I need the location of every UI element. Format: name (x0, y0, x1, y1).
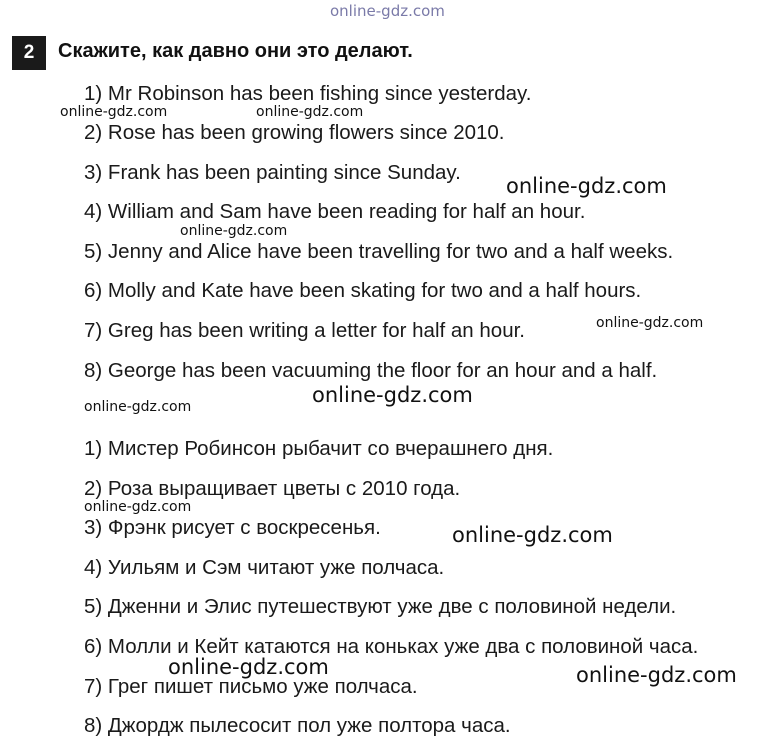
watermark: online-gdz.com (506, 174, 667, 198)
task-title: Скажите, как давно они это делают. (58, 40, 413, 62)
watermark: online-gdz.com (256, 104, 364, 120)
watermark: online-gdz.com (312, 383, 473, 407)
watermark: online-gdz.com (452, 523, 613, 547)
russian-sentence-2: 2) Роза выращивает цветы с 2010 года. (84, 477, 461, 500)
watermark: online-gdz.com (180, 223, 288, 239)
task-number-badge: 2 (12, 36, 46, 70)
watermark: online-gdz.com (576, 663, 737, 687)
watermark: online-gdz.com (168, 655, 329, 679)
english-sentence-7: 7) Greg has been writing a letter for half an hour. (84, 319, 526, 342)
english-sentence-5: 5) Jenny and Alice have been travelling for two and a half weeks. (84, 240, 674, 263)
english-sentence-8: 8) George has been vacuuming the floor for an hour and a half. (84, 359, 658, 382)
english-sentence-4: 4) William and Sam have been reading for half an hour. (84, 200, 586, 223)
russian-sentence-1: 1) Мистер Робинсон рыбачит со вчерашнего дня. (84, 437, 554, 460)
russian-sentence-5: 5) Дженни и Элис путешествуют уже две с половиной недели. (84, 595, 677, 618)
russian-sentence-8: 8) Джордж пылесосит пол уже полтора часа. (84, 714, 511, 737)
russian-sentence-3: 3) Фрэнк рисует с воскресенья. (84, 516, 381, 539)
watermark: online-gdz.com (84, 399, 192, 415)
english-sentence-3: 3) Frank has been painting since Sunday. (84, 161, 461, 184)
russian-sentence-7: 7) Грег пишет письмо уже полчаса. (84, 675, 418, 698)
watermark: online-gdz.com (60, 104, 168, 120)
english-sentence-1: 1) Mr Robinson has been fishing since yesterday. (84, 82, 532, 105)
russian-sentence-4: 4) Уильям и Сэм читают уже полчаса. (84, 556, 445, 579)
english-sentence-6: 6) Molly and Kate have been skating for two and a half hours. (84, 279, 642, 302)
watermark: online-gdz.com (84, 499, 192, 515)
watermark: online-gdz.com (596, 315, 704, 331)
watermark-top: online-gdz.com (330, 2, 445, 20)
russian-sentence-6: 6) Молли и Кейт катаются на коньках уже два с половиной часа. (84, 635, 699, 658)
english-sentence-2: 2) Rose has been growing flowers since 2010. (84, 121, 505, 144)
